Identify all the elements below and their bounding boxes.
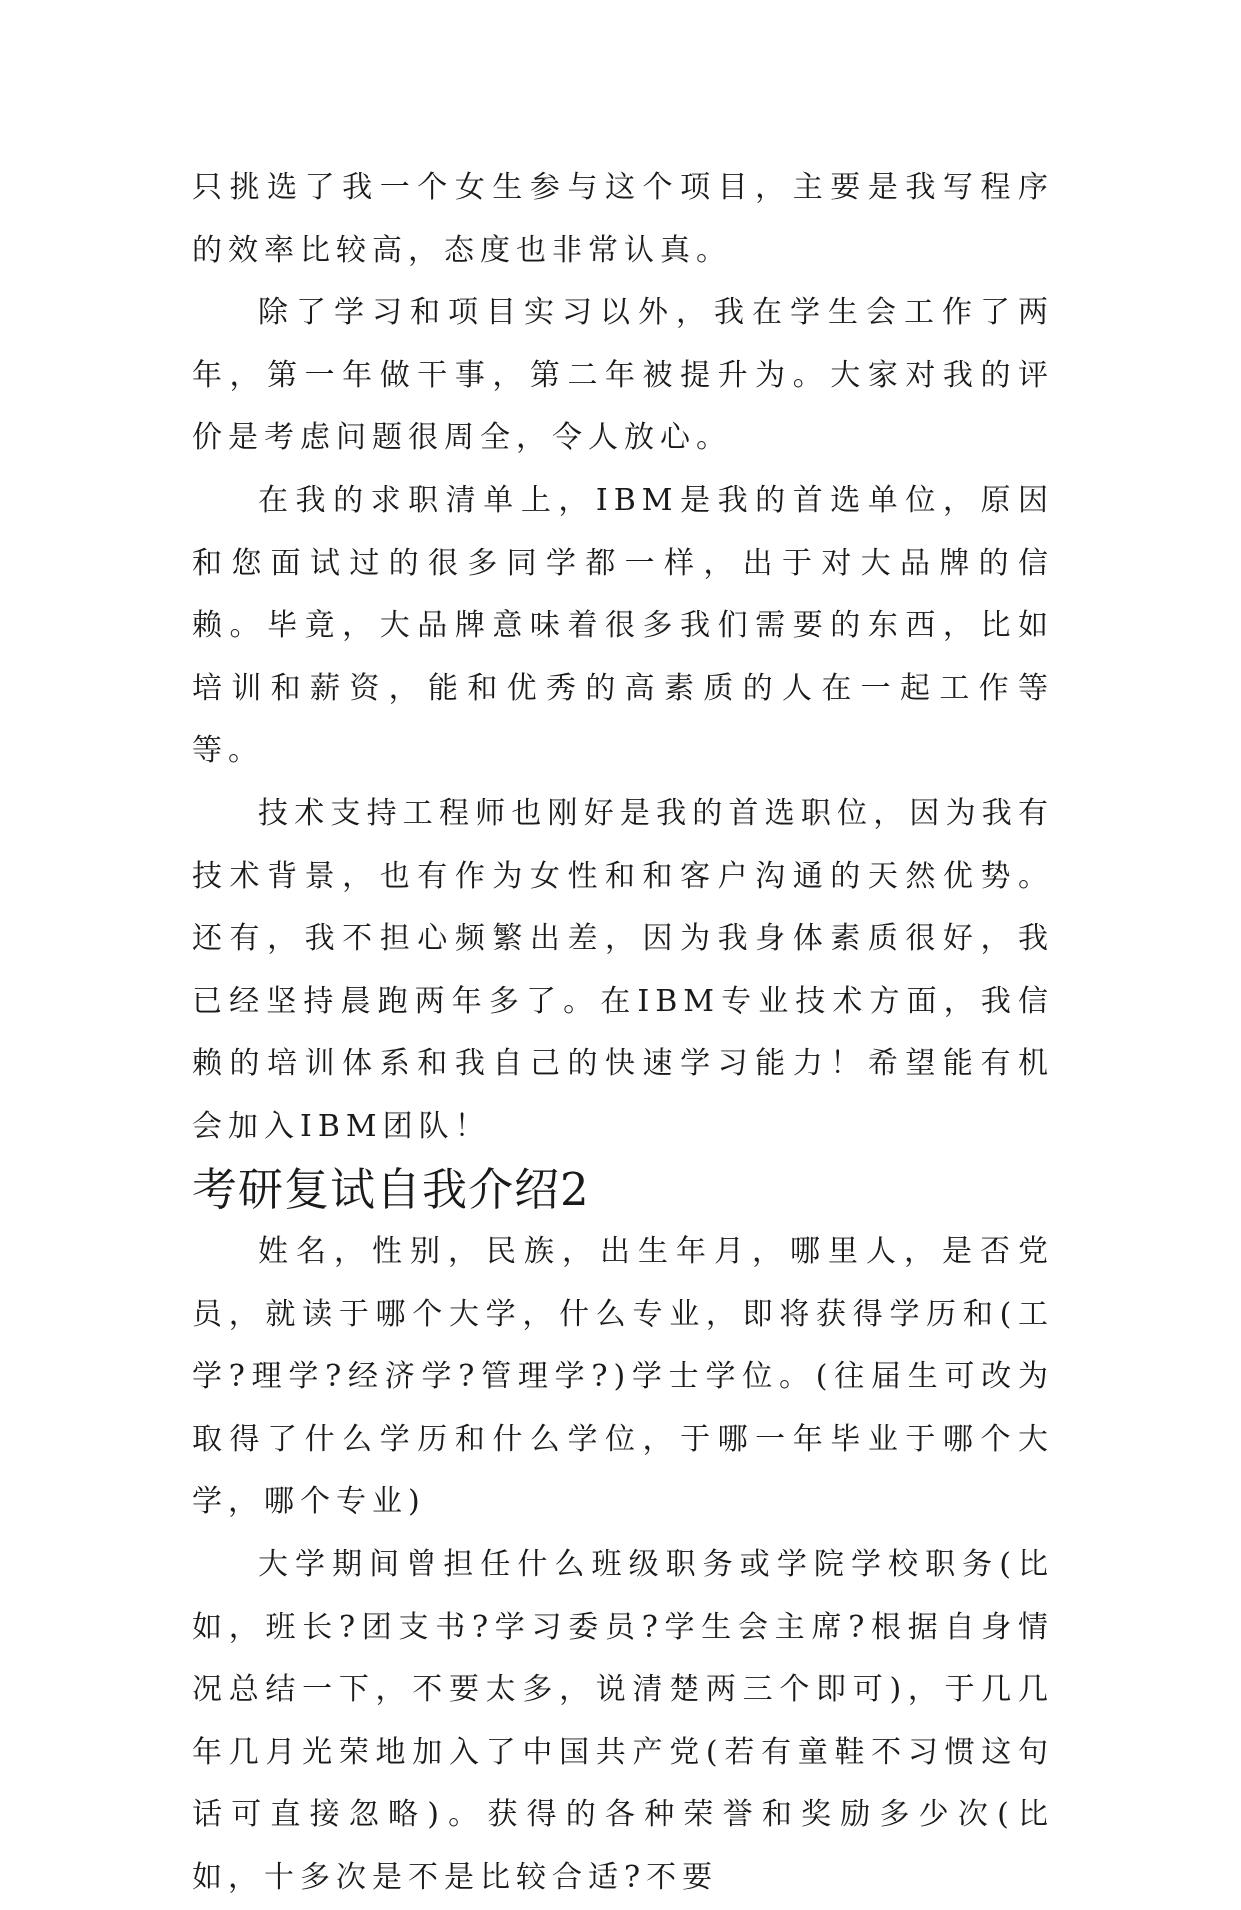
paragraph-continued: 只挑选了我一个女生参与这个项目，主要是我写程序的效率比较高，态度也非常认真。 (192, 170, 1054, 268)
paragraph-basic-info: 姓名，性别，民族，出生年月，哪里人，是否党员，就读于哪个大学，什么专业，即将获得学历和(工学?理学?经济学?管理学?)学士学位。(往届生可改为取得了什么学历和什么学位，于哪一年毕业于哪个大学，哪个专业) (192, 1234, 1054, 1520)
paragraph-tech-support: 技术支持工程师也刚好是我的首选职位，因为我有技术背景，也有作为女性和和客户沟通的天然优势。还有，我不担心频繁出差，因为我身体素质很好，我已经坚持晨跑两年多了。在IBM专业技术方面，我信赖的培训体系和我自己的快速学习能力！希望能有机会加入IBM团队！ (192, 795, 1054, 1144)
paragraph-student-union: 除了学习和项目实习以外，我在学生会工作了两年，第一年做干事，第二年被提升为。大家对我的评价是考虑问题很周全，令人放心。 (192, 295, 1054, 456)
section-title: 考研复试自我介绍2 (192, 1162, 590, 1216)
document-body (192, 157, 1054, 1910)
paragraph-university-roles: 大学期间曾担任什么班级职务或学院学校职务(比如，班长?团支书?学习委员?学生会主席?根据自身情况总结一下，不要太多，说清楚两三个即可)，于几几年几月光荣地加入了中国共产党(若有童鞋不习惯这句话可直接忽略)。获得的各种荣誉和奖励多少次(比如，十多次是不是比较合适?不要 (192, 1547, 1054, 1896)
paragraph-job-list: 在我的求职清单上，IBM是我的首选单位，原因和您面试过的很多同学都一样，出于对大品牌的信赖。毕竟，大品牌意味着很多我们需要的东西，比如培训和薪资，能和优秀的高素质的人在一起工作等等。 (192, 482, 1054, 769)
